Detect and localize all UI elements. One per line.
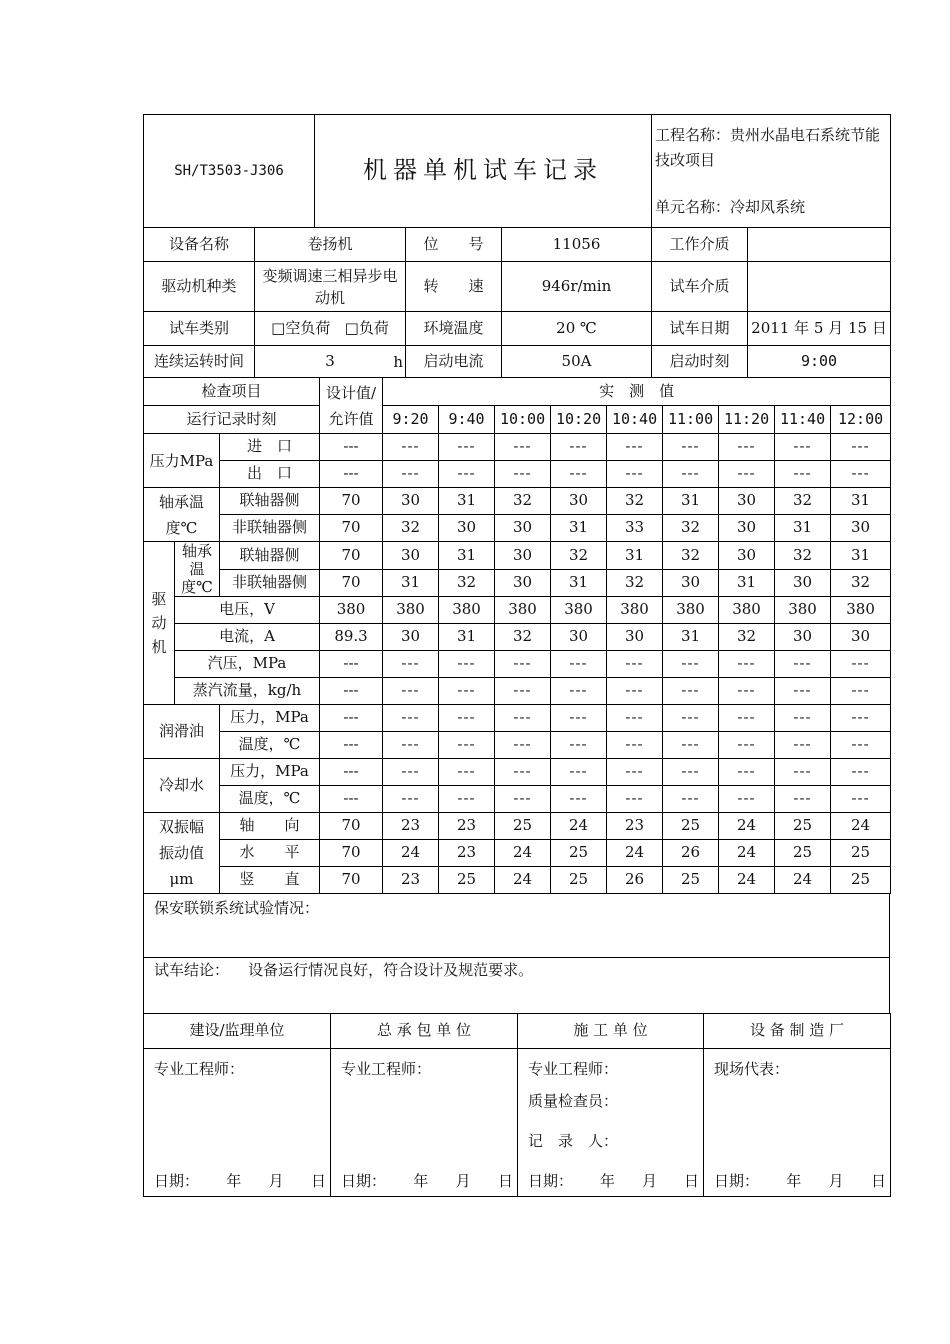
table-cell: 32 xyxy=(663,542,719,570)
safety-interlock xyxy=(144,894,890,958)
table-cell: --- xyxy=(439,678,495,705)
manufacturer-signature xyxy=(704,1049,891,1197)
table-cell: --- xyxy=(383,434,439,461)
table-cell: --- xyxy=(607,759,663,786)
inlet-design-value: --- xyxy=(320,434,383,461)
table-cell: 31 xyxy=(439,488,495,515)
table-cell: --- xyxy=(495,434,551,461)
construction-signature xyxy=(518,1049,704,1197)
time-header-2: 10:00 xyxy=(495,406,551,434)
table-cell: 25 xyxy=(551,867,607,894)
project-label: 工程名称： xyxy=(655,126,731,144)
no-load-checkbox[interactable]: □空负荷 xyxy=(271,318,331,337)
table-cell: --- xyxy=(383,786,439,813)
table-cell: 380 xyxy=(831,597,891,624)
unit-name: 冷却风系统 xyxy=(730,198,806,216)
table-cell: --- xyxy=(551,759,607,786)
construction-date xyxy=(528,1173,699,1190)
pressure-group-label: 压力MPa xyxy=(144,434,220,488)
bearing-non-coupling-design-value: 70 xyxy=(320,515,383,542)
table-cell: --- xyxy=(719,705,775,732)
table-cell: 32 xyxy=(607,569,663,597)
table-cell: 32 xyxy=(775,542,831,570)
table-cell: --- xyxy=(439,759,495,786)
table-cell: --- xyxy=(775,651,831,678)
test-medium-label: 试车介质 xyxy=(652,262,748,312)
steam-flow-design-value: --- xyxy=(320,678,383,705)
table-cell: --- xyxy=(663,461,719,488)
work-medium-label: 工作介质 xyxy=(652,228,748,262)
day-label: 日 xyxy=(310,1171,326,1190)
start-current-label: 启动电流 xyxy=(406,346,502,378)
table-cell: --- xyxy=(831,434,891,461)
table-cell: 30 xyxy=(383,488,439,515)
table-cell: 26 xyxy=(663,840,719,867)
table-cell: --- xyxy=(607,678,663,705)
table-cell: 380 xyxy=(607,597,663,624)
table-cell: --- xyxy=(719,651,775,678)
lube-group-label: 润滑油 xyxy=(144,705,220,759)
actual-value-label: 实 测 值 xyxy=(383,378,891,406)
table-cell: 380 xyxy=(439,597,495,624)
table-cell: 24 xyxy=(607,840,663,867)
table-cell: --- xyxy=(607,786,663,813)
table-cell: 25 xyxy=(439,867,495,894)
table-cell: --- xyxy=(607,434,663,461)
table-cell: --- xyxy=(439,705,495,732)
table-cell: 31 xyxy=(383,569,439,597)
table-cell: 32 xyxy=(775,488,831,515)
test-type-options xyxy=(255,312,406,346)
table-cell: --- xyxy=(551,651,607,678)
table-cell: --- xyxy=(775,732,831,759)
check-item-label: 检查项目 xyxy=(144,378,320,406)
design-value-label: 设计值/允许值 xyxy=(320,378,383,434)
lube-pressure-label: 压力，MPa xyxy=(220,705,320,732)
table-cell: --- xyxy=(607,461,663,488)
table-cell: --- xyxy=(551,434,607,461)
table-cell: --- xyxy=(551,678,607,705)
table-cell: 25 xyxy=(831,867,891,894)
table-cell: --- xyxy=(719,759,775,786)
table-cell: 30 xyxy=(495,542,551,570)
table-cell: 30 xyxy=(719,542,775,570)
outlet-design-value: --- xyxy=(320,461,383,488)
horizontal-design-value: 70 xyxy=(320,840,383,867)
table-cell: --- xyxy=(775,434,831,461)
run-time-unit: h xyxy=(393,353,403,371)
start-time: 9:00 xyxy=(748,346,891,378)
table-cell: 33 xyxy=(607,515,663,542)
table-cell: 31 xyxy=(663,488,719,515)
table-cell: 380 xyxy=(495,597,551,624)
driver-coupling-side-label: 联轴器侧 xyxy=(220,542,320,570)
table-cell: 30 xyxy=(775,569,831,597)
table-cell: 31 xyxy=(439,542,495,570)
table-cell: 24 xyxy=(719,840,775,867)
table-cell: 30 xyxy=(495,515,551,542)
owner-signature xyxy=(144,1049,331,1197)
table-cell: --- xyxy=(495,651,551,678)
time-header-5: 11:00 xyxy=(663,406,719,434)
table-cell: 31 xyxy=(663,624,719,651)
day-label: 日 xyxy=(870,1171,886,1190)
table-cell: --- xyxy=(663,705,719,732)
table-cell: 23 xyxy=(383,867,439,894)
unit-label: 单元名称： xyxy=(655,198,731,216)
driver-type-label: 驱动机种类 xyxy=(144,262,255,312)
lube-pressure-design-value: --- xyxy=(320,705,383,732)
recorder-label: 记 录 人： xyxy=(528,1132,619,1150)
construction-engineer-label: 专业工程师： xyxy=(528,1060,619,1078)
position-no: 11056 xyxy=(502,228,652,262)
year-label: 年 xyxy=(599,1171,615,1190)
table-cell: 24 xyxy=(719,813,775,840)
table-cell: 380 xyxy=(551,597,607,624)
steam-flow-label: 蒸汽流量，kg/h xyxy=(175,678,320,705)
time-header-7: 11:40 xyxy=(775,406,831,434)
ambient-temp-label: 环境温度 xyxy=(406,312,502,346)
table-cell: --- xyxy=(831,678,891,705)
axial-design-value: 70 xyxy=(320,813,383,840)
table-cell: --- xyxy=(551,705,607,732)
load-checkbox[interactable]: □负荷 xyxy=(344,318,389,337)
table-cell: 30 xyxy=(439,515,495,542)
axial-label: 轴 向 xyxy=(220,813,320,840)
table-cell: 30 xyxy=(383,542,439,570)
time-header-3: 10:20 xyxy=(551,406,607,434)
table-cell: 30 xyxy=(719,488,775,515)
voltage-label: 电压，V xyxy=(175,597,320,624)
project-info xyxy=(652,115,891,228)
table-cell: 25 xyxy=(663,813,719,840)
general-engineer-label: 专业工程师： xyxy=(341,1060,432,1078)
table-cell: 32 xyxy=(719,624,775,651)
table-cell: --- xyxy=(607,705,663,732)
non-coupling-side-label: 非联轴器侧 xyxy=(220,515,320,542)
table-cell: --- xyxy=(607,732,663,759)
general-date xyxy=(341,1173,513,1190)
table-cell: --- xyxy=(719,461,775,488)
table-cell: 24 xyxy=(719,867,775,894)
driver-group-label: 驱动机 xyxy=(144,542,175,705)
table-cell: 30 xyxy=(775,624,831,651)
table-cell: 380 xyxy=(719,597,775,624)
table-cell: --- xyxy=(663,678,719,705)
table-cell: 25 xyxy=(495,813,551,840)
horizontal-label: 水 平 xyxy=(220,840,320,867)
owner-engineer-label: 专业工程师： xyxy=(154,1060,245,1078)
table-cell: 24 xyxy=(495,867,551,894)
month-label: 月 xyxy=(455,1171,471,1190)
equipment-name: 卷扬机 xyxy=(255,228,406,262)
table-cell: 32 xyxy=(551,542,607,570)
owner-unit-header: 建设/监理单位 xyxy=(144,1014,331,1049)
table-cell: --- xyxy=(719,786,775,813)
table-cell: 23 xyxy=(607,813,663,840)
table-cell: 30 xyxy=(663,569,719,597)
time-header-1: 9:40 xyxy=(439,406,495,434)
table-cell: --- xyxy=(383,651,439,678)
vertical-design-value: 70 xyxy=(320,867,383,894)
driver-non-coupling-design-value: 70 xyxy=(320,569,383,597)
lube-temp-label: 温度，℃ xyxy=(220,732,320,759)
table-cell: --- xyxy=(495,678,551,705)
table-cell: 32 xyxy=(495,624,551,651)
driver-non-coupling-side-label: 非联轴器侧 xyxy=(220,569,320,597)
table-cell: 25 xyxy=(775,840,831,867)
page-title: 机器单机试车记录 xyxy=(315,115,652,228)
safety-label: 保安联锁系统试验情况： xyxy=(154,899,320,917)
table-cell: 23 xyxy=(439,840,495,867)
table-cell: --- xyxy=(831,705,891,732)
table-cell: 30 xyxy=(551,624,607,651)
table-cell: --- xyxy=(607,651,663,678)
lube-temp-design-value: --- xyxy=(320,732,383,759)
table-cell: --- xyxy=(775,786,831,813)
table-cell: 30 xyxy=(551,488,607,515)
table-cell: 380 xyxy=(383,597,439,624)
owner-date xyxy=(154,1173,326,1190)
table-cell: 380 xyxy=(663,597,719,624)
table-cell: --- xyxy=(719,732,775,759)
table-cell: 30 xyxy=(831,515,891,542)
qc-inspector-label: 质量检查员： xyxy=(528,1092,619,1110)
date-label: 日期： xyxy=(154,1171,200,1190)
start-time-label: 启动时刻 xyxy=(652,346,748,378)
table-cell: --- xyxy=(383,461,439,488)
table-cell: --- xyxy=(551,461,607,488)
table-cell: --- xyxy=(551,732,607,759)
cool-pressure-label: 压力，MPa xyxy=(220,759,320,786)
site-rep-label: 现场代表： xyxy=(714,1060,790,1078)
table-cell: --- xyxy=(383,705,439,732)
date-label: 日期： xyxy=(341,1171,387,1190)
start-current: 50A xyxy=(502,346,652,378)
date-label: 日期： xyxy=(528,1171,574,1190)
current-design-value: 89.3 xyxy=(320,624,383,651)
table-cell: --- xyxy=(495,786,551,813)
manufacturer-header: 设 备 制 造 厂 xyxy=(704,1014,891,1049)
table-cell: 24 xyxy=(495,840,551,867)
month-label: 月 xyxy=(641,1171,657,1190)
time-header-6: 11:20 xyxy=(719,406,775,434)
table-cell: 25 xyxy=(663,867,719,894)
table-cell: 31 xyxy=(719,569,775,597)
table-cell: 32 xyxy=(663,515,719,542)
header-table xyxy=(143,114,891,228)
test-medium xyxy=(748,262,891,312)
table-cell: 30 xyxy=(607,624,663,651)
conclusion xyxy=(144,958,890,1014)
cool-temp-label: 温度，℃ xyxy=(220,786,320,813)
table-cell: 23 xyxy=(383,813,439,840)
table-cell: 23 xyxy=(439,813,495,840)
table-cell: --- xyxy=(439,786,495,813)
vertical-label: 竖 直 xyxy=(220,867,320,894)
table-cell: --- xyxy=(663,651,719,678)
table-cell: 25 xyxy=(831,840,891,867)
steam-pressure-label: 汽压，MPa xyxy=(175,651,320,678)
month-label: 月 xyxy=(828,1171,844,1190)
table-cell: --- xyxy=(383,678,439,705)
driver-coupling-design-value: 70 xyxy=(320,542,383,570)
table-cell: --- xyxy=(495,705,551,732)
run-time-label: 连续运转时间 xyxy=(144,346,255,378)
table-cell: 380 xyxy=(775,597,831,624)
measurement-table xyxy=(143,377,891,894)
time-header-0: 9:20 xyxy=(383,406,439,434)
table-cell: 31 xyxy=(551,569,607,597)
year-label: 年 xyxy=(786,1171,802,1190)
vibration-group-label: 双振幅振动值μm xyxy=(144,813,220,894)
table-cell: 30 xyxy=(719,515,775,542)
table-cell: --- xyxy=(663,786,719,813)
table-cell: --- xyxy=(719,678,775,705)
inlet-label: 进 口 xyxy=(220,434,320,461)
table-cell: --- xyxy=(495,461,551,488)
run-time xyxy=(255,346,406,378)
speed: 946r/min xyxy=(502,262,652,312)
voltage-design-value: 380 xyxy=(320,597,383,624)
table-cell: 30 xyxy=(383,624,439,651)
table-cell: 32 xyxy=(831,569,891,597)
table-cell: --- xyxy=(775,461,831,488)
table-cell: --- xyxy=(831,651,891,678)
work-medium xyxy=(748,228,891,262)
table-cell: 24 xyxy=(551,813,607,840)
table-cell: --- xyxy=(831,786,891,813)
date-label: 日期： xyxy=(714,1171,760,1190)
general-contractor-header: 总 承 包 单 位 xyxy=(331,1014,518,1049)
cool-temp-design-value: --- xyxy=(320,786,383,813)
day-label: 日 xyxy=(683,1171,699,1190)
table-cell: 32 xyxy=(495,488,551,515)
current-label: 电流，A xyxy=(175,624,320,651)
table-cell: 31 xyxy=(551,515,607,542)
table-cell: --- xyxy=(383,732,439,759)
table-cell: 31 xyxy=(607,542,663,570)
month-label: 月 xyxy=(268,1171,284,1190)
equipment-name-label: 设备名称 xyxy=(144,228,255,262)
conclusion-text: 设备运行情况良好，符合设计及规范要求。 xyxy=(248,961,534,979)
table-cell: --- xyxy=(831,732,891,759)
project-name: 贵州水晶电石系统节能技改项目 xyxy=(655,126,881,169)
table-cell: 24 xyxy=(831,813,891,840)
table-cell: --- xyxy=(719,434,775,461)
year-label: 年 xyxy=(226,1171,242,1190)
cooling-group-label: 冷却水 xyxy=(144,759,220,813)
table-cell: 25 xyxy=(551,840,607,867)
table-cell: --- xyxy=(439,461,495,488)
run-time-value: 3 xyxy=(325,351,335,370)
table-cell: 32 xyxy=(607,488,663,515)
table-cell: --- xyxy=(831,461,891,488)
table-cell: 24 xyxy=(775,867,831,894)
table-cell: 30 xyxy=(495,569,551,597)
table-cell: 31 xyxy=(775,515,831,542)
table-cell: 31 xyxy=(439,624,495,651)
cool-pressure-design-value: --- xyxy=(320,759,383,786)
table-cell: --- xyxy=(663,434,719,461)
bearing-temp-group-label: 轴承温度℃ xyxy=(144,488,220,542)
table-cell: --- xyxy=(495,759,551,786)
table-cell: --- xyxy=(663,732,719,759)
test-type-label: 试车类别 xyxy=(144,312,255,346)
table-cell: 32 xyxy=(439,569,495,597)
table-cell: 31 xyxy=(831,542,891,570)
conclusion-label: 试车结论： xyxy=(154,961,230,979)
table-cell: --- xyxy=(383,759,439,786)
signature-table xyxy=(143,1013,891,1197)
driver-type: 变频调速三相异步电动机 xyxy=(255,262,406,312)
table-cell: --- xyxy=(831,759,891,786)
steam-pressure-design-value: --- xyxy=(320,651,383,678)
table-cell: --- xyxy=(439,434,495,461)
year-label: 年 xyxy=(413,1171,429,1190)
position-label: 位 号 xyxy=(406,228,502,262)
time-header-8: 12:00 xyxy=(831,406,891,434)
time-header-4: 10:40 xyxy=(607,406,663,434)
record-sheet xyxy=(143,114,890,1197)
table-cell: --- xyxy=(775,678,831,705)
table-cell: --- xyxy=(439,651,495,678)
construction-unit-header: 施 工 单 位 xyxy=(518,1014,704,1049)
remarks-table xyxy=(143,893,890,1014)
test-date-label: 试车日期 xyxy=(652,312,748,346)
speed-label: 转 速 xyxy=(406,262,502,312)
ambient-temp: 20 ℃ xyxy=(502,312,652,346)
driver-bearing-group-label: 轴承温度℃ xyxy=(175,542,220,597)
info-table xyxy=(143,227,891,378)
table-cell: --- xyxy=(439,732,495,759)
table-cell: --- xyxy=(775,705,831,732)
form-code: SH/T3503-J306 xyxy=(144,115,315,228)
day-label: 日 xyxy=(497,1171,513,1190)
table-cell: 25 xyxy=(775,813,831,840)
run-record-time-label: 运行记录时刻 xyxy=(144,406,320,434)
test-date: 2011 年 5 月 15 日 xyxy=(748,312,891,346)
outlet-label: 出 口 xyxy=(220,461,320,488)
table-cell: 26 xyxy=(607,867,663,894)
table-cell: 32 xyxy=(383,515,439,542)
general-signature xyxy=(331,1049,518,1197)
table-cell: --- xyxy=(551,786,607,813)
manufacturer-date xyxy=(714,1173,886,1190)
table-cell: --- xyxy=(663,759,719,786)
coupling-side-label: 联轴器侧 xyxy=(220,488,320,515)
table-cell: 24 xyxy=(383,840,439,867)
table-cell: --- xyxy=(775,759,831,786)
table-cell: 31 xyxy=(831,488,891,515)
table-cell: --- xyxy=(495,732,551,759)
bearing-coupling-design-value: 70 xyxy=(320,488,383,515)
table-cell: 30 xyxy=(831,624,891,651)
